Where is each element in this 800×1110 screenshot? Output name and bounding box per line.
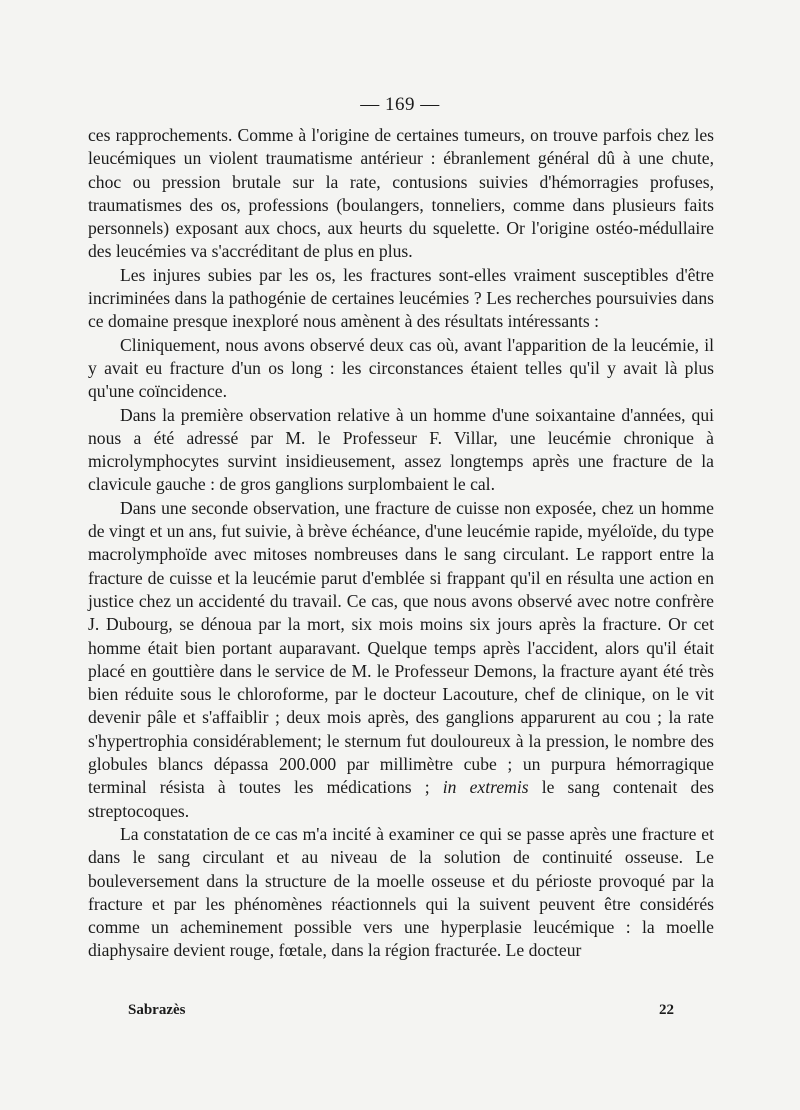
paragraph-6	[88, 823, 714, 963]
text-segment: Dans une seconde observation, une fracture de cuisse non exposée, chez un homme de vingt et un ans, fut suivie, à brève échéance, d'une leucémie rapide, myéloïde, du type macrolymphoïde avec mitoses nombreuses dans le sang circulant. Le rapport entre la fracture de cuisse et la leucémie parut d'emblée si frappant qu'il en résulta une action en justice chez un accidenté du travail. Ce cas, que nous avons observé avec notre confrère J. Dubourg, se dénoua par la mort, six mois moins six jours après la fracture. Or cet homme était bien portant auparavant. Quelque temps après l'accident, alors qu'il était placé en gouttière dans le service de M. le Professeur Demons, la fracture ayant été très bien réduite sous le chloroforme, par le docteur Lacouture, chef de clinique, on le vit devenir pâle et s'affaiblir ; deux mois après, des ganglions apparurent au cou ; la rate s'hypertrophia considérablement; le sternum fut douloureux à la pression, le nombre des globules blancs dépassa 200.000 par millimètre cube ; un purpura hémorragique terminal résista à toutes les médications ;	[88, 497, 714, 798]
italic-phrase: in extremis	[442, 777, 529, 798]
text-segment: Cliniquement, nous avons observé deux cas où, avant l'apparition de la leucémie, il y avait eu fracture d'un os long : les circonstances étaient telles qu'il y avait là plus qu'une coïncidence.	[88, 334, 714, 402]
paragraph-1	[88, 124, 714, 264]
sheet-number: 22	[659, 1002, 674, 1018]
paragraph-5	[88, 497, 714, 823]
text-segment: le sang contenait des streptocoques.	[88, 777, 714, 821]
text-segment: La constatation de ce cas m'a incité à examiner ce qui se passe après une fracture et dans le sang circulant et au niveau de la solution de continuité osseuse. Le bouleversement dans la structure de la moelle osseuse et du périoste provoqué par la fracture et par les phénomènes réactionnels qui la suivent peuvent être considérés comme un acheminement possible vers une hyperplasie leucémique : la moelle diaphysaire devient rouge, fœtale, dans la région fracturée. Le docteur	[88, 823, 714, 961]
paragraph-4	[88, 404, 714, 497]
page-footer	[128, 1002, 674, 1019]
printer-signature: Sabrazès	[128, 1002, 186, 1018]
text-segment: Dans la première observation relative à un homme d'une soixantaine d'années, qui nous a été adressé par M. le Professeur F. Villar, une leucémie chronique à microlymphocytes survint insidieusement, assez longtemps après une fracture de la clavicule gauche : de gros ganglions surplombaient le cal.	[88, 404, 714, 495]
text-segment: ces rapprochements. Comme à l'origine de certaines tumeurs, on trouve parfois chez les leucémiques un violent traumatisme antérieur : ébranlement général dû à une chute, choc ou pression brutale sur la rate, contusions suivies d'hémorragies profuses, traumatismes des os, professions (boulangers, tonneliers, comme dans plusieurs faits personnels) exposant aux chocs, aux heurts du squelette. Or l'origine ostéo-médullaire des leucémies va s'accréditant de plus en plus.	[88, 125, 714, 262]
body-text	[88, 124, 714, 963]
text-segment: Les injures subies par les os, les fractures sont-elles vraiment susceptibles d'être incriminées dans la pathogénie de certaines leucémies ? Les recherches poursuivies dans ce domaine presque inexploré nous amènent à des résultats intéressants :	[88, 264, 714, 332]
page-number: — 169 —	[360, 94, 440, 115]
paragraph-3	[88, 334, 714, 404]
paragraph-2	[88, 264, 714, 334]
